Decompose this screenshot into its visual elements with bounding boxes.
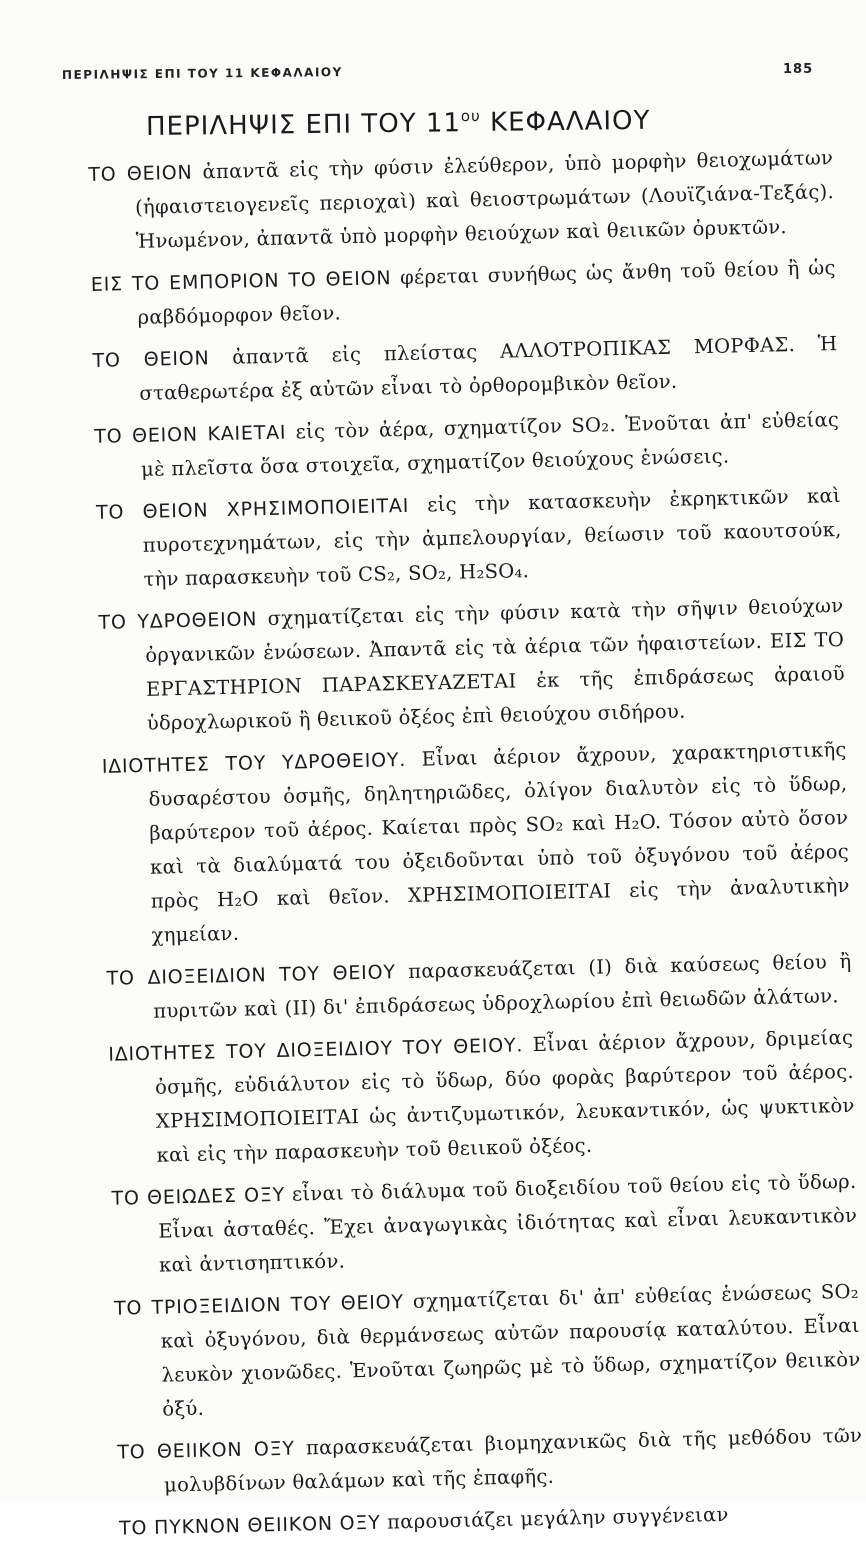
entry-text: Εἶναι ἀέριον ἄχρουν, δριμείας ὀσμῆς, εὐδιάλυτον εἰς τὸ ὕδωρ, δύο φορὰς βαρύτερον τοῦ ἀέρος. ΧΡΗΣΙΜΟΠΟΙΕΙΤΑΙ ὡς ἀντιζυμωτικόν, λευκαντικόν, ὡς ψυκτικὸν καὶ εἰς τὴν παρασκευὴν τοῦ θειικοῦ ὀξέος. — [154, 1025, 855, 1167]
entry-sulfur-dioxide-properties — [108, 1021, 856, 1174]
entry-hydrogen-sulfide — [98, 589, 846, 742]
entry-text: παρασκευάζεται βιομηχανικῶς διὰ τῆς μεθόδου τῶν μολυβδίνων θαλάμων καὶ τῆς ἐπαφῆς. — [163, 1423, 863, 1497]
entry-text: σχηματίζεται εἰς τὴν φύσιν κατὰ τὴν σῆψιν θειούχων ὀργανικῶν ἑνώσεων. Ἀπαντᾶ εἰς τὰ ἀέρια τῶν ἡφαιστείων. ΕΙΣ ΤΟ ΕΡΓΑΣΤΗΡΙΟΝ ΠΑΡΑΣΚΕΥΑΖΕΤΑΙ ἐκ τῆς ἐπιδράσεως ἀραιοῦ ὑδροχλωρικοῦ ἢ θειικοῦ ὀξέος ἐπὶ θειούχου σιδήρου. — [145, 593, 846, 735]
entry-heading: ΤΟ ΔΙΟΞΕΙΔΙΟΝ ΤΟΥ ΘΕΙΟΥ — [106, 961, 396, 990]
entry-text: παρουσιάζει μεγάλην συγγένειαν — [380, 1502, 729, 1534]
entry-sulfur-occurrence — [88, 141, 835, 260]
entry-heading: ΤΟ ΘΕΙΟΝ ΚΑΙΕΤΑΙ — [94, 421, 287, 448]
entry-text: ἀπαντᾶ εἰς τὴν φύσιν ἐλεύθερον, ὑπὸ μορφὴν θειοχωμάτων (ἡφαιστειογενεῖς περιοχαὶ) καὶ θειοστρωμάτων (Λουϊζιάνα-Τεξάς). Ἡνωμένον, ἀπαντᾶ ὑπὸ μορφὴν θειούχων καὶ θειικῶν ὀρυκτῶν. — [134, 146, 835, 253]
entry-text: Εἶναι ἀέριον ἄχρουν, χαρακτηριστικῆς δυσαρέστου ὀσμῆς, δηλητηριῶδες, ὀλίγον διαλυτὸν εἰς τὸ ὕδωρ, βαρύτερον τοῦ ἀέρος. Καίεται πρὸς SO₂ καὶ H₂O. Τόσον αὐτὸ ὅσον καὶ τὰ διαλύματά του ὀξειδοῦνται ὑπὸ τοῦ ὀξυγόνου τοῦ ἀέρος πρὸς H₂O καὶ θεῖον. ΧΡΗΣΙΜΟΠΟΙΕΙΤΑΙ εἰς τὴν ἀναλυτικὴν χημείαν. — [148, 737, 850, 947]
chapter-title-tail: ΚΕΦΑΛΑΙΟΥ — [480, 105, 651, 138]
entry-text: ἀπαντᾶ εἰς πλείστας ΑΛΛΟΤΡΟΠΙΚΑΣ ΜΟΡΦΑΣ. Ἡ σταθερωτέρα ἐξ αὐτῶν εἶναι τὸ ὀρθορομβικὸν θεῖον. — [139, 332, 838, 405]
page-number: 185 — [783, 62, 814, 77]
chapter-title-superscript: ου — [460, 106, 481, 126]
entry-sulfur-combustion — [94, 403, 840, 488]
entry-text: παρασκευάζεται (I) διὰ καύσεως θείου ἢ πυριτῶν καὶ (II) δι' ἐπιδράσεως ὑδροχλωρίου ἐπὶ θειωδῶν ἀλάτων. — [153, 949, 852, 1023]
entry-heading: ΤΟ ΘΕΙΩΔΕΣ ΟΞΥ — [111, 1183, 286, 1210]
chapter-title-main: ΠΕΡΙΛΗΨΙΣ ΕΠΙ ΤΟΥ 11 — [145, 108, 462, 142]
entry-text: εἰς τὸν ἀέρα, σχηματίζον SO₂. Ἑνοῦται ἀπ' εὐθείας μὲ πλεῖστα ὅσα στοιχεῖα, σχηματίζον θειούχους ἑνώσεις. — [140, 408, 840, 481]
entry-text: σχηματίζεται δι' ἀπ' εὐθείας ἑνώσεως SO₂ καὶ ὀξυγόνου, διὰ θερμάνσεως αὐτῶν παρουσίᾳ καταλύτου. Εἶναι λευκὸν χιονῶδες. Ἑνοῦται ζωηρῶς μὲ τὸ ὕδωρ, σχηματίζον θειικὸν ὀξύ. — [160, 1279, 861, 1421]
entry-heading: ΤΟ ΠΥΚΝΟΝ ΘΕΙΙΚΟΝ ΟΞΥ — [118, 1511, 381, 1540]
entry-concentrated-sulfuric-acid — [119, 1495, 865, 1546]
entry-sulfurous-acid — [111, 1165, 858, 1284]
entry-text: φέρεται συνήθως ὡς ἄνθη τοῦ θείου ἢ ὡς ραβδόμορφον θεῖον. — [137, 256, 836, 329]
entry-heading: ΤΟ ΘΕΙΙΚΟΝ ΟΞΥ — [117, 1437, 296, 1464]
entry-heading: ΤΟ ΘΕΙΟΝ — [88, 161, 193, 186]
summary-entries — [88, 141, 864, 1554]
entry-text: εἰς τὴν κατασκευὴν ἐκρηκτικῶν καὶ πυροτεχνημάτων, εἰς τὴν ἀμπελουργίαν, θείωσιν τοῦ καουτσούκ, τὴν παρασκευὴν τοῦ CS₂, SO₂, H₂SO₄. — [142, 484, 842, 591]
entry-hydrogen-sulfide-properties — [101, 733, 850, 954]
entry-sulfur-dioxide — [106, 945, 852, 1030]
entry-heading: ΤΟ ΤΡΙΟΞΕΙΔΙΟΝ ΤΟΥ ΘΕΙΟΥ — [113, 1291, 405, 1320]
entry-text: εἶναι τὸ διάλυμα τοῦ διοξειδίου τοῦ θείου εἰς τὸ ὕδωρ. Εἶναι ἀσταθές. Ἔχει ἀναγωγικὰς ἰδιότητας καὶ εἶναι λευκαντικὸν καὶ ἀντισηπτικόν. — [158, 1169, 858, 1277]
entry-sulfur-allotropes — [92, 327, 838, 412]
entry-sulfur-commerce — [90, 251, 836, 336]
entry-heading: ΙΔΙΟΤΗΤΕΣ ΤΟΥ ΥΔΡΟΘΕΙΟΥ. — [101, 748, 407, 778]
entry-heading: ΕΙΣ ΤΟ ΕΜΠΟΡΙΟΝ ΤΟ ΘΕΙΟΝ — [90, 267, 392, 296]
chapter-title — [146, 105, 746, 142]
entry-sulfur-trioxide — [114, 1275, 862, 1428]
entry-heading: ΤΟ ΥΔΡΟΘΕΙΟΝ — [98, 608, 258, 634]
entry-heading: ΤΟ ΘΕΙΟΝ ΧΡΗΣΙΜΟΠΟΙΕΙΤΑΙ — [95, 494, 410, 524]
entry-sulfur-uses — [96, 479, 843, 598]
entry-sulfuric-acid — [117, 1419, 863, 1504]
entry-heading: ΙΔΙΟΤΗΤΕΣ ΤΟΥ ΔΙΟΞΕΙΔΙΟΥ ΤΟΥ ΘΕΙΟΥ. — [108, 1034, 524, 1066]
entry-heading: ΤΟ ΘΕΙΟΝ — [92, 347, 210, 372]
running-head: ΠΕΡΙΛΗΨΙΣ ΕΠΙ ΤΟΥ 11 ΚΕΦΑΛΑΙΟΥ — [61, 65, 343, 82]
